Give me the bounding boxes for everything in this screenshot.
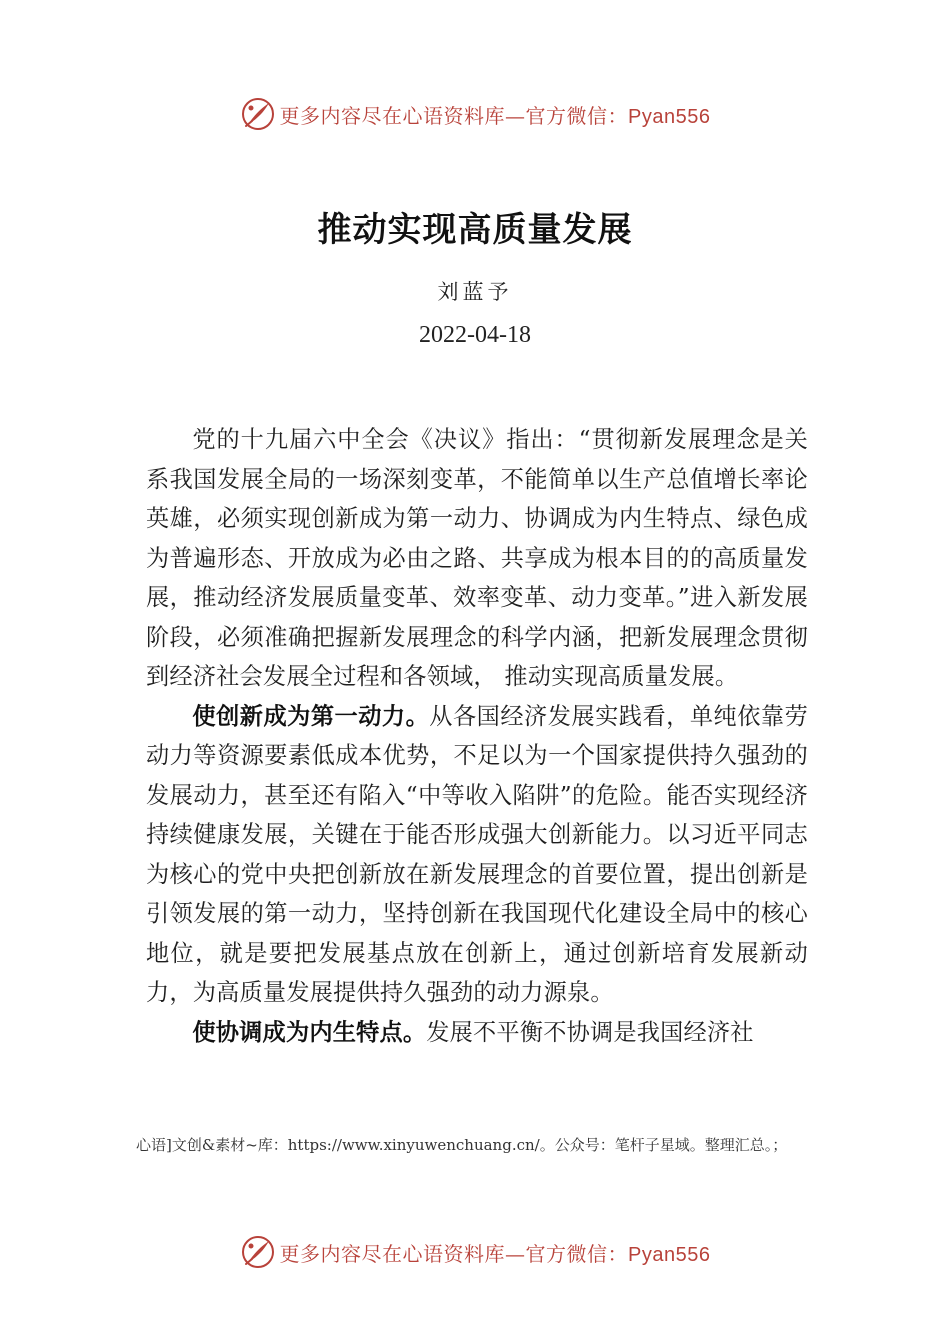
quill-pen-icon [240,1234,276,1270]
banner-label: 更多内容尽在心语资料库—官方微信： [279,103,629,128]
paragraph [146,420,808,697]
header-banner [0,94,950,134]
banner-text [280,100,711,129]
paragraph-heading: 使协调成为内生特点。 [192,1018,427,1046]
article-date: 2022-04-18 [419,322,531,348]
page-footer-note: 心语]文创&素材~库：https://www.xinyuwenchuang.cn/。公众号：笔杆子星域。整理汇总。； [136,1136,788,1154]
article-title: 推动实现高质量发展 [317,210,633,250]
article-author: 刘蓝予 [437,280,513,304]
article-body [146,420,808,1052]
banner-wechat-handle: Pyan556 [628,1243,711,1266]
paragraph-text: 发展不平衡不协调是我国经济社 [426,1018,754,1046]
quill-pen-icon [240,96,276,132]
banner-wechat-handle: Pyan556 [628,105,711,128]
banner-text [280,1238,711,1267]
paragraph-heading: 使创新成为第一动力。 [192,702,430,730]
paragraph [146,697,808,1013]
paragraph [146,1013,808,1053]
footer-banner [0,1232,950,1272]
paragraph-text: 党的十九届六中全会《决议》指出：“贯彻新发展理念是关系我国发展全局的一场深刻变革，不能简单以生产总值增长率论英雄，必须实现创新成为第一动力、协调成为内生特点、绿色成为普遍形态、开放成为必由之路、共享成为根本目的的高质量发展，推动经济发展质量变革、效率变革、动力变革。”进入新发展阶段，必须准确把握新发展理念的科学内涵，把新发展理念贯彻到经济社会发展全过程和各领域， 推动实现高质量发展。 [146,426,808,690]
paragraph-text: 从各国经济发展实践看，单纯依靠劳动力等资源要素低成本优势，不足以为一个国家提供持久强劲的发展动力，甚至还有陷入“中等收入陷阱”的危险。能否实现经济持续健康发展，关键在于能否形成强大创新能力。以习近平同志为核心的党中央把创新放在新发展理念的首要位置，提出创新是引领发展的第一动力，坚持创新在我国现代化建设全局中的核心地位，就是要把发展基点放在创新上，通过创新培育发展新动力，为高质量发展提供持久强劲的动力源泉。 [146,702,808,1006]
banner-label: 更多内容尽在心语资料库—官方微信： [279,1241,629,1266]
